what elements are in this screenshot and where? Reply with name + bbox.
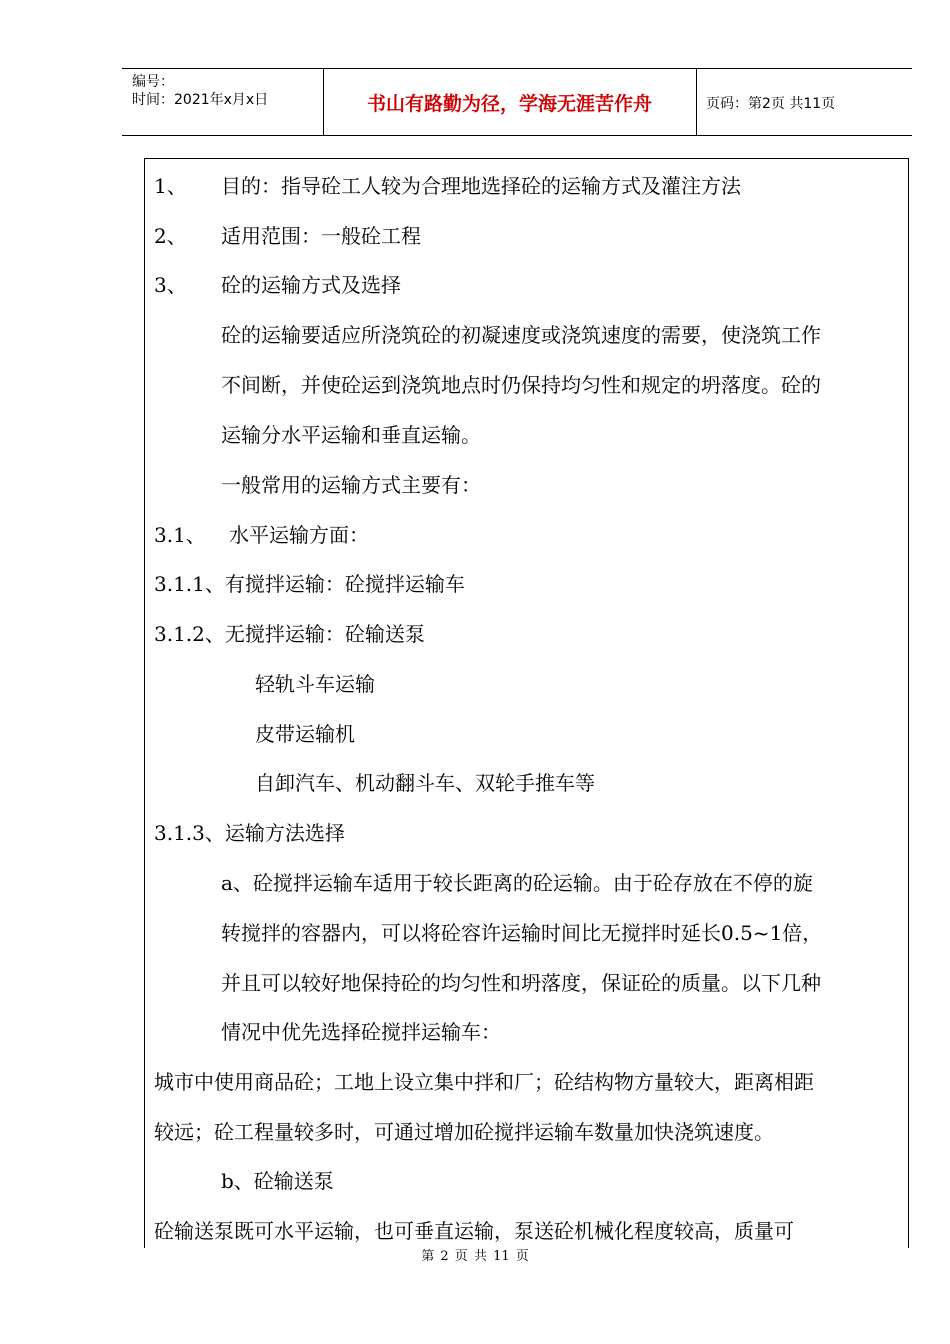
paragraph-line: 转搅拌的容器内，可以将砼容许运输时间比无搅拌时延长0.5~1倍， bbox=[221, 921, 823, 945]
paragraph-line: 砼的运输要适应所浇筑砼的初凝速度或浇筑速度的需要，使浇筑工作 bbox=[221, 323, 821, 347]
header-motto: 书山有路勤为径，学海无涯苦作舟 bbox=[366, 93, 652, 115]
page-footer bbox=[0, 1248, 950, 1266]
paragraph-line: a、砼搅拌运输车适用于较长距离的砼运输。由于砼存放在不停的旋 bbox=[221, 871, 813, 895]
footer-di: 第 bbox=[421, 1249, 435, 1264]
document-body bbox=[144, 158, 909, 1248]
header-meta bbox=[132, 73, 268, 109]
paragraph-line: 运输分水平运输和垂直运输。 bbox=[221, 423, 481, 447]
page-header bbox=[122, 68, 912, 136]
paragraph-line: 较远；砼工程量较多时，可通过增加砼搅拌运输车数量加快浇筑速度。 bbox=[154, 1120, 774, 1144]
paragraph-line: 砼输送泵既可水平运输，也可垂直运输，泵送砼机械化程度较高，质量可 bbox=[154, 1219, 794, 1243]
footer-total-pages: 11 bbox=[493, 1249, 510, 1264]
item-number: 1、 bbox=[154, 174, 187, 198]
paragraph-line: 情况中优先选择砼搅拌运输车： bbox=[221, 1020, 501, 1044]
paragraph-line: 不间断，并使砼运到浇筑地点时仍保持均匀性和规定的坍落度。砼的 bbox=[221, 373, 821, 397]
header-divider bbox=[696, 69, 697, 135]
item-number: 2、 bbox=[154, 224, 187, 248]
header-page-info: 页码：第2页 共11页 bbox=[706, 96, 836, 112]
list-item: 轻轨斗车运输 bbox=[255, 672, 375, 696]
paragraph-line: 并且可以较好地保持砼的均匀性和坍落度，保证砼的质量。以下几种 bbox=[221, 971, 821, 995]
document-time: 时间：2021年x月x日 bbox=[132, 92, 269, 108]
list-item: 自卸汽车、机动翻斗车、双轮手推车等 bbox=[255, 771, 595, 795]
subsection-line: 3.1.3、运输方法选择 bbox=[154, 821, 345, 845]
item-text: 砼的运输方式及选择 bbox=[221, 273, 401, 297]
footer-page-number: 2 bbox=[440, 1249, 449, 1264]
subsection-line: 3.1.2、无搅拌运输：砼输送泵 bbox=[154, 622, 425, 646]
paragraph-line: 一般常用的运输方式主要有： bbox=[221, 473, 481, 497]
footer-ye: 页 bbox=[454, 1249, 468, 1264]
section-title: 水平运输方面： bbox=[229, 523, 369, 547]
subsection-line: 3.1.1、有搅拌运输：砼搅拌运输车 bbox=[154, 572, 465, 596]
item-text: 目的：指导砼工人较为合理地选择砼的运输方式及灌注方法 bbox=[221, 174, 741, 198]
section-number: 3.1、 bbox=[154, 523, 206, 547]
footer-ye: 页 bbox=[515, 1249, 529, 1264]
document-number-label: 编号： bbox=[132, 74, 174, 90]
item-text: 适用范围：一般砼工程 bbox=[221, 224, 421, 248]
footer-gong: 共 bbox=[473, 1249, 487, 1264]
list-item: 皮带运输机 bbox=[255, 722, 355, 746]
paragraph-line: b、砼输送泵 bbox=[221, 1169, 334, 1193]
item-number: 3、 bbox=[154, 273, 187, 297]
paragraph-line: 城市中使用商品砼；工地上设立集中拌和厂；砼结构物方量较大，距离相距 bbox=[154, 1070, 814, 1094]
